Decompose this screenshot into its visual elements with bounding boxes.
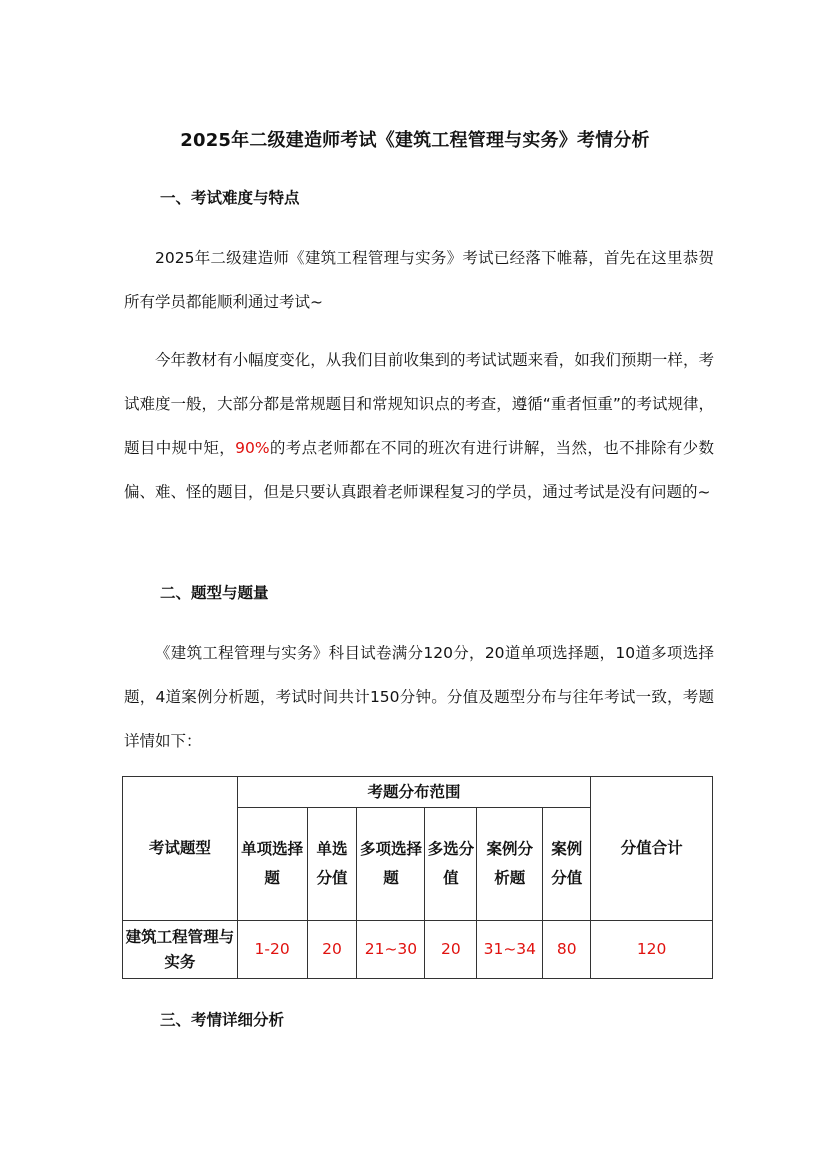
section-heading-question-types: 二、题型与题量 [160,584,269,602]
highlight-percentage: 90% [235,439,270,457]
header-case-analysis: 案例分析题 [477,808,543,921]
section-heading-difficulty: 一、考试难度与特点 [160,189,300,207]
cell-single-range: 1-20 [237,921,307,979]
cell-subject-name: 建筑工程管理与实务 [123,921,238,979]
cell-case-score: 80 [543,921,591,979]
paragraph-text-before: 今年教材有小幅度变化，从我们目前收集到的考试试题来看，如我们预期一样，考试难度一般，大部分都是常规题目和常规知识点的考查，遵循“重者恒重”的考试规律，题目中规中矩， [124,351,714,457]
table-row [123,921,713,979]
header-exam-type: 考试题型 [123,777,238,921]
paragraph-question-types: 《建筑工程管理与实务》科目试卷满分120分，20道单项选择题，10道多项选择题，4道案例分析题，考试时间共计150分钟。分值及题型分布与往年考试一致，考题详情如下： [124,644,714,750]
cell-case-range: 31~34 [477,921,543,979]
header-multiple-score: 多选分值 [425,808,477,921]
cell-multiple-score: 20 [425,921,477,979]
cell-multiple-range: 21~30 [357,921,425,979]
cell-single-score: 20 [307,921,357,979]
header-single-score: 单选分值 [307,808,357,921]
header-single-choice: 单项选择题 [237,808,307,921]
section-heading-detailed-analysis: 三、考情详细分析 [160,1011,285,1029]
paragraph-text-after: 的考点老师都在不同的班次有进行讲解，当然，也不排除有少数偏、难、怪的题目，但是只要认真跟着老师课程复习的学员，通过考试是没有问题的~ [124,439,714,501]
header-multiple-choice: 多项选择题 [357,808,425,921]
document-title: 2025年二级建造师考试《建筑工程管理与实务》考情分析 [180,130,650,151]
header-total-score: 分值合计 [591,777,713,921]
header-distribution-range: 考题分布范围 [237,777,591,808]
exam-distribution-table [122,776,713,979]
header-case-score: 案例分值 [543,808,591,921]
paragraph-intro: 2025年二级建造师《建筑工程管理与实务》考试已经落下帷幕，首先在这里恭贺所有学员都能顺利通过考试~ [124,249,714,311]
paragraph-difficulty [124,338,714,514]
cell-total-score: 120 [591,921,713,979]
